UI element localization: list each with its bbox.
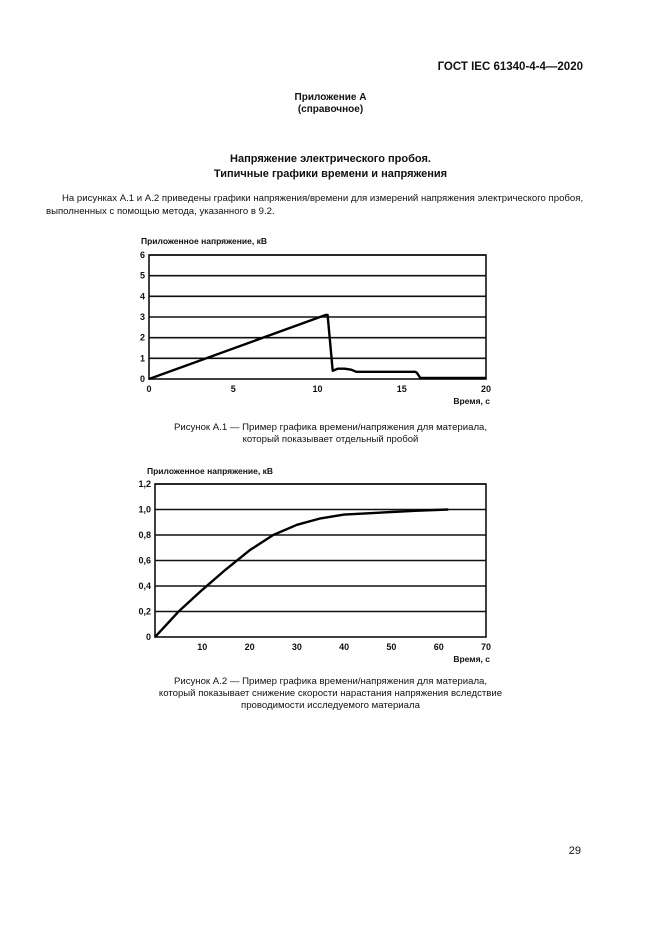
x-tick-label: 15 — [396, 384, 407, 394]
y-tick-label: 1,0 — [138, 504, 151, 515]
section-title-line1: Напряжение электрического пробоя. — [230, 153, 431, 165]
y-axis-label: Приложенное напряжение, кВ — [141, 236, 267, 246]
x-tick-label: 0 — [146, 384, 152, 394]
x-axis-label: Время, с — [453, 396, 490, 406]
y-tick-label: 0 — [145, 632, 151, 642]
x-tick-label: 40 — [339, 642, 350, 652]
x-tick-label: 30 — [291, 642, 302, 652]
y-tick-label: 6 — [139, 250, 145, 260]
intro-paragraph: На рисунках А.1 и А.2 приведены графики напряжения/времени для измерений напряжения электрического пробоя, выполненных с помощью метода, указанного в 9.2. — [46, 193, 584, 217]
x-tick-label: 70 — [480, 642, 492, 652]
figure-a2-chart — [100, 462, 520, 667]
x-tick-label: 20 — [244, 642, 255, 652]
x-tick-label: 10 — [312, 384, 323, 394]
y-tick-label: 0,4 — [138, 581, 151, 591]
section-title-line2: Типичные графики времени и напряжения — [213, 168, 448, 180]
y-tick-label: 1,2 — [138, 479, 151, 489]
x-tick-label: 10 — [197, 642, 208, 652]
document-standard-number: ГОСТ IEC 61340-4-4—2020 — [437, 61, 583, 73]
figure-a2-caption-line1: Рисунок А.2 — Пример графика времени/напряжения для материала, — [173, 676, 488, 687]
y-tick-label: 5 — [139, 270, 145, 281]
y-axis-label: Приложенное напряжение, кВ — [147, 466, 273, 476]
x-tick-label: 20 — [480, 384, 492, 394]
y-tick-label: 0,2 — [138, 606, 151, 617]
y-tick-label: 0,8 — [138, 530, 151, 540]
y-tick-label: 1 — [139, 353, 145, 364]
annex-note: (справочное) — [297, 104, 364, 115]
x-tick-label: 50 — [386, 642, 397, 652]
y-tick-label: 3 — [139, 312, 145, 322]
y-tick-label: 0 — [139, 374, 145, 384]
y-tick-label: 4 — [139, 291, 145, 302]
figure-a1-caption-line1: Рисунок А.1 — Пример графика времени/напряжения для материала, — [173, 422, 488, 433]
annex-title: Приложение А — [294, 92, 367, 103]
figure-a2-caption-line2: который показывает снижение скорости нарастания напряжения вследствие — [158, 688, 503, 699]
x-tick-label: 5 — [230, 384, 236, 394]
x-tick-label: 60 — [433, 642, 444, 652]
y-tick-label: 0,6 — [138, 555, 151, 566]
y-tick-label: 2 — [139, 332, 145, 343]
figure-a1-chart — [100, 232, 520, 412]
series-line — [155, 510, 448, 638]
series-line — [149, 315, 486, 379]
x-axis-label: Время, с — [453, 654, 490, 664]
figure-a2-caption-line3: проводимости исследуемого материала — [241, 700, 420, 711]
page-number: 29 — [568, 845, 581, 857]
figure-a1-caption-line2: который показывает отдельный пробой — [242, 434, 419, 445]
